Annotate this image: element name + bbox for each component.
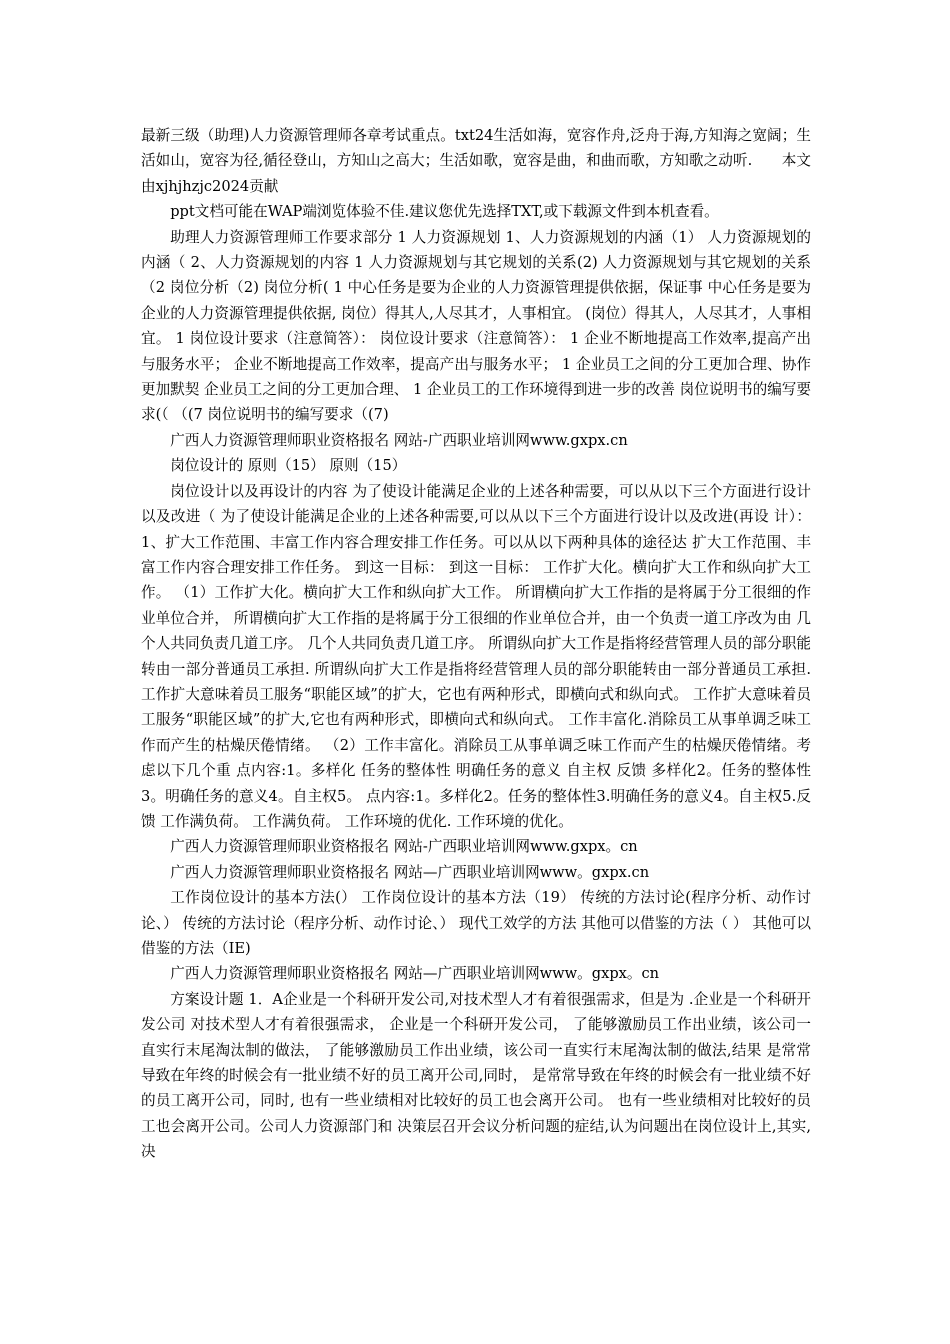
site-link-line: 广西人力资源管理师职业资格报名 网站—广西职业培训网www。gxpx.cn — [170, 863, 650, 881]
work-requirements-paragraph: 助理人力资源管理师工作要求部分 1 人力资源规划 1、人力资源规划的内涵（1） 人力资源规划的内涵（ 2、人力资源规划的内容 1 人力资源规划与其它规划的关系(2) 人力资源规划与其它规划的关系（2 岗位分析（2) 岗位分析( 1 中心任务是要为企业的人力资源管理提供依据，保证事 中心任务是要为企业的人力资源管理提供依据, 岗位）得其人,人尽其才，人事相宜。 (岗位）得其人，人尽其才，人事相宜。 1 岗位设计要求（注意简答）： 岗位设计要求（注意简答）： 1 企业不断地提高工作效率,提高产出与服务水平； 企业不断地提高工作效率，提高产出与服务水平； 1 企业员工之间的分工更加合理、协作更加默契 企业员工之间的分工更加合理、 1 企业员工的工作环境得到进一步的改善 岗位说明书的编写要求(（ （(7 岗位说明书的编写要求（(7) — [141, 228, 811, 424]
site-link-line: 广西人力资源管理师职业资格报名 网站-广西职业培训网www.gxpx。cn — [170, 838, 638, 856]
job-redesign-paragraph: 岗位设计以及再设计的内容 为了使设计能满足企业的上述各种需要，可以从以下三个方面进行设计以及改进（ 为了使设计能满足企业的上述各种需要,可以从以下三个方面进行设计以及改进(再设 计）： 1、扩大工作范围、丰富工作内容合理安排工作任务。可以从以下两种具体的途径达 扩大工作范围、丰富工作内容合理安排工作任务。 到这一目标： 到这一目标： 工作扩大化。横向扩大工作和纵向扩大工作。 （1）工作扩大化。横向扩大工作和纵向扩大工作。 所谓横向扩大工作指的是将属于分工很细的作业单位合并， 所谓横向扩大工作指的是将属于分工很细的作业单位合并，由一个负责一道工序改为由 几个人共同负责几道工序。 几个人共同负责几道工序。 所谓纵向扩大工作是指将经营管理人员的部分职能转由一部分普通员工承担. 所谓纵向扩大工作是指将经营管理人员的部分职能转由一部分普通员工承担. 工作扩大意味着员工服务“职能区域”的扩大，它也有两种形式，即横向式和纵向式。 工作扩大意味着员工服务“职能区域”的扩大,它也有两种形式，即横向式和纵向式。 工作丰富化.消除员工从事单调乏味工作而产生的枯燥厌倦情绪。 （2）工作丰富化。消除员工从事单调乏味工作而产生的枯燥厌倦情绪。考虑以下几个重 点内容:1。多样化 任务的整体性 明确任务的意义 自主权 反馈 多样化2。任务的整体性3。明确任务的意义4。自主权5。 点内容:1。多样化2。任务的整体性3.明确任务的意义4。自主权5.反馈 工作满负荷。 工作满负荷。 工作环境的优化. 工作环境的优化。 — [141, 482, 811, 830]
design-methods-paragraph: 工作岗位设计的基本方法(） 工作岗位设计的基本方法（19） 传统的方法讨论(程序分析、动作讨论、） 传统的方法讨论（程序分析、动作讨论、） 现代工效学的方法 其他可以借鉴的方法（ ） 其他可以借鉴的方法（IE) — [141, 889, 811, 957]
intro-paragraph: 最新三级（助理)人力资源管理师各章考试重点。txt24生活如海，宽容作舟,泛舟于海,方知海之宽阔；生活如山，宽容为径,循径登山，方知山之高大；生活如歌，宽容是曲，和曲而歌，方知歌之动听. 本文由xjhjhzjc2024贡献 — [141, 127, 811, 195]
site-link-line: 广西人力资源管理师职业资格报名 网站-广西职业培训网www.gxpx.cn — [170, 431, 628, 449]
design-principles-line: 岗位设计的 原则（15） 原则（15） — [170, 457, 407, 475]
case-question-paragraph: 方案设计题 1．A企业是一个科研开发公司,对技术型人才有着很强需求，但是为 .企业是一个科研开发公司 对技术型人才有着很强需求， 企业是一个科研开发公司， 了能够激励员工作出业绩，该公司一直实行末尾淘汰制的做法， 了能够激励员工作出业绩，该公司一直实行末尾淘汰制的做法,结果 是常常导致在年终的时候会有一批业绩不好的员工离开公司,同时， 是常常导致在年终的时候会有一批业绩不好的员工离开公司，同时, 也有一些业绩相对比较好的员工也会离开公司。 也有一些业绩相对比较好的员工也会离开公司。公司人力资源部门和 决策层召开会议分析问题的症结,认为问题出在岗位设计上,其实, 决 — [141, 990, 811, 1161]
document-page — [141, 123, 811, 1165]
ppt-notice-paragraph: ppt文档可能在WAP端浏览体验不佳.建议您优先选择TXT,或下载源文件到本机查看。 — [170, 203, 719, 221]
site-link-line: 广西人力资源管理师职业资格报名 网站—广西职业培训网www。gxpx。cn — [170, 965, 660, 983]
